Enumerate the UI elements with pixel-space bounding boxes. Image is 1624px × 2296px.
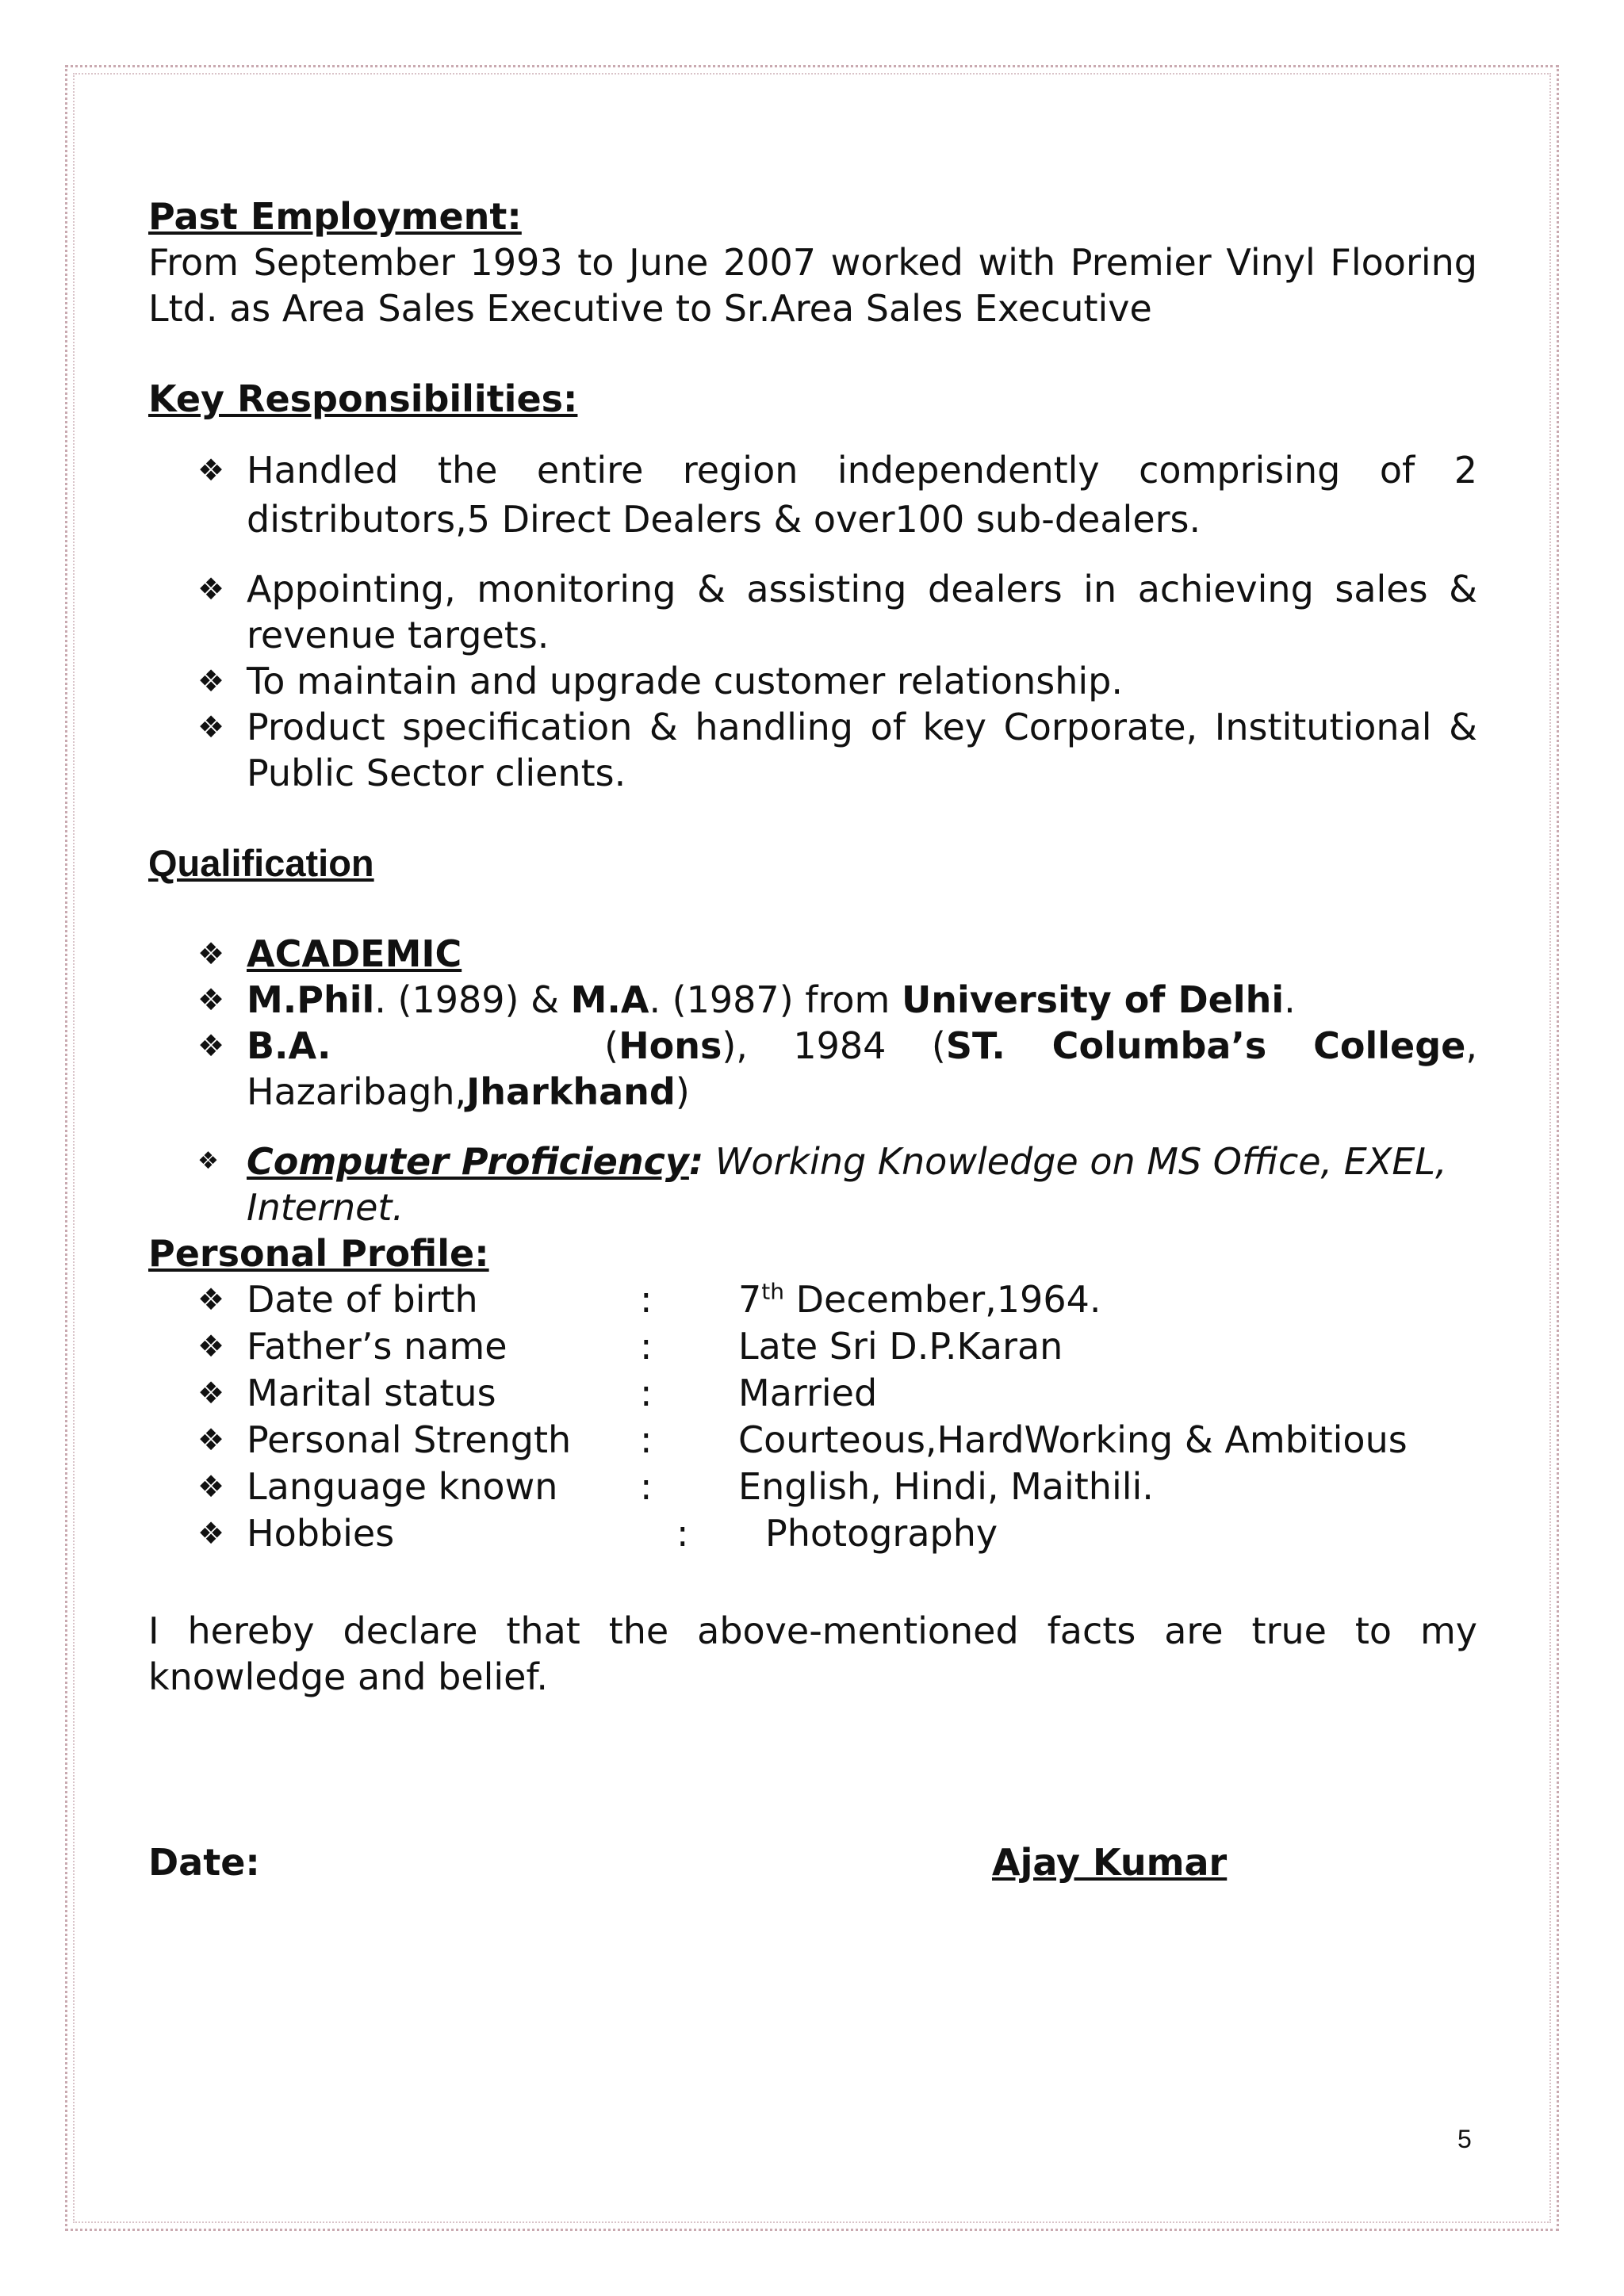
academic-label: ACADEMIC <box>247 932 462 975</box>
responsibility-item: ❖ Appointing, monitoring & assisting dealers in achieving sales & revenue targets. <box>197 568 1477 656</box>
qualification-heading: Qualification <box>148 842 374 884</box>
bullet-diamond-icon: ❖ <box>197 982 225 1017</box>
declaration-text: I hereby declare that the above-mentioned facts are true to my knowledge and belief. <box>148 1609 1477 1698</box>
bullet-diamond-icon: ❖ <box>197 1516 225 1551</box>
signature-row <box>148 1839 1477 1887</box>
bullet-diamond-icon: ❖ <box>197 1469 225 1504</box>
past-employment-heading: Past Employment: <box>148 195 522 238</box>
date-label: Date: <box>148 1841 260 1884</box>
profile-row-father: ❖ Father’s name : Late Sri D.P.Karan <box>197 1325 1063 1368</box>
page-number: 5 <box>1457 2125 1472 2153</box>
responsibility-item: ❖ To maintain and upgrade customer relationship. <box>197 660 1123 702</box>
bullet-diamond-icon: ❖ <box>197 1028 225 1063</box>
bullet-diamond-icon: ❖ <box>197 936 225 971</box>
personal-profile-heading: Personal Profile: <box>148 1232 489 1275</box>
profile-row-hobbies: ❖ Hobbies : Photography <box>197 1512 998 1555</box>
resume-page <box>148 193 1477 1887</box>
bullet-diamond-icon: ❖ <box>197 1329 225 1364</box>
bullet-diamond-icon: ❖ <box>197 1376 225 1410</box>
key-responsibilities-heading: Key Responsibilities: <box>148 377 578 420</box>
responsibility-item: ❖ Handled the entire region independently comprising of 2 distributors,5 Direct Dealers & over100 sub-dealers. <box>148 446 1477 544</box>
bullet-diamond-icon: ❖ <box>197 453 225 488</box>
bullet-diamond-icon: ❖ <box>197 710 225 744</box>
bullet-diamond-icon: ❖ <box>197 1147 219 1175</box>
bullet-diamond-icon: ❖ <box>197 1422 225 1457</box>
academic-item <box>148 931 1477 977</box>
profile-row-dob: ❖ Date of birth : 7th December,1964. <box>197 1278 1101 1321</box>
profile-row-marital: ❖ Marital status : Married <box>197 1372 878 1414</box>
ba-item: ❖ B.A. (Hons), 1984 (ST. Columba’s College, Hazaribagh,Jharkhand) <box>197 1024 1477 1113</box>
profile-row-language: ❖ Language known : English, Hindi, Maithili. <box>197 1465 1154 1508</box>
responsibility-item: ❖ Product specification & handling of key Corporate, Institutional & Public Sector clients. <box>197 706 1477 794</box>
computer-proficiency-label: Computer Proficiency <box>247 1140 689 1183</box>
bullet-diamond-icon: ❖ <box>197 1282 225 1317</box>
computer-proficiency-item: ❖ Computer Proficiency: Working Knowledge on MS Office, EXEL, Internet. <box>197 1140 1447 1229</box>
bullet-diamond-icon: ❖ <box>197 572 225 607</box>
profile-row-strength: ❖ Personal Strength : Courteous,HardWorking & Ambitious <box>197 1418 1408 1461</box>
past-employment-text: From September 1993 to June 2007 worked with Premier Vinyl Flooring Ltd. as Area Sales Executive to Sr.Area Sales Executive <box>148 241 1477 330</box>
signature-name: Ajay Kumar <box>992 1841 1228 1884</box>
bullet-diamond-icon: ❖ <box>197 664 225 698</box>
mphil-item: ❖ M.Phil. (1989) & M.A. (1987) from University of Delhi. <box>197 978 1296 1021</box>
